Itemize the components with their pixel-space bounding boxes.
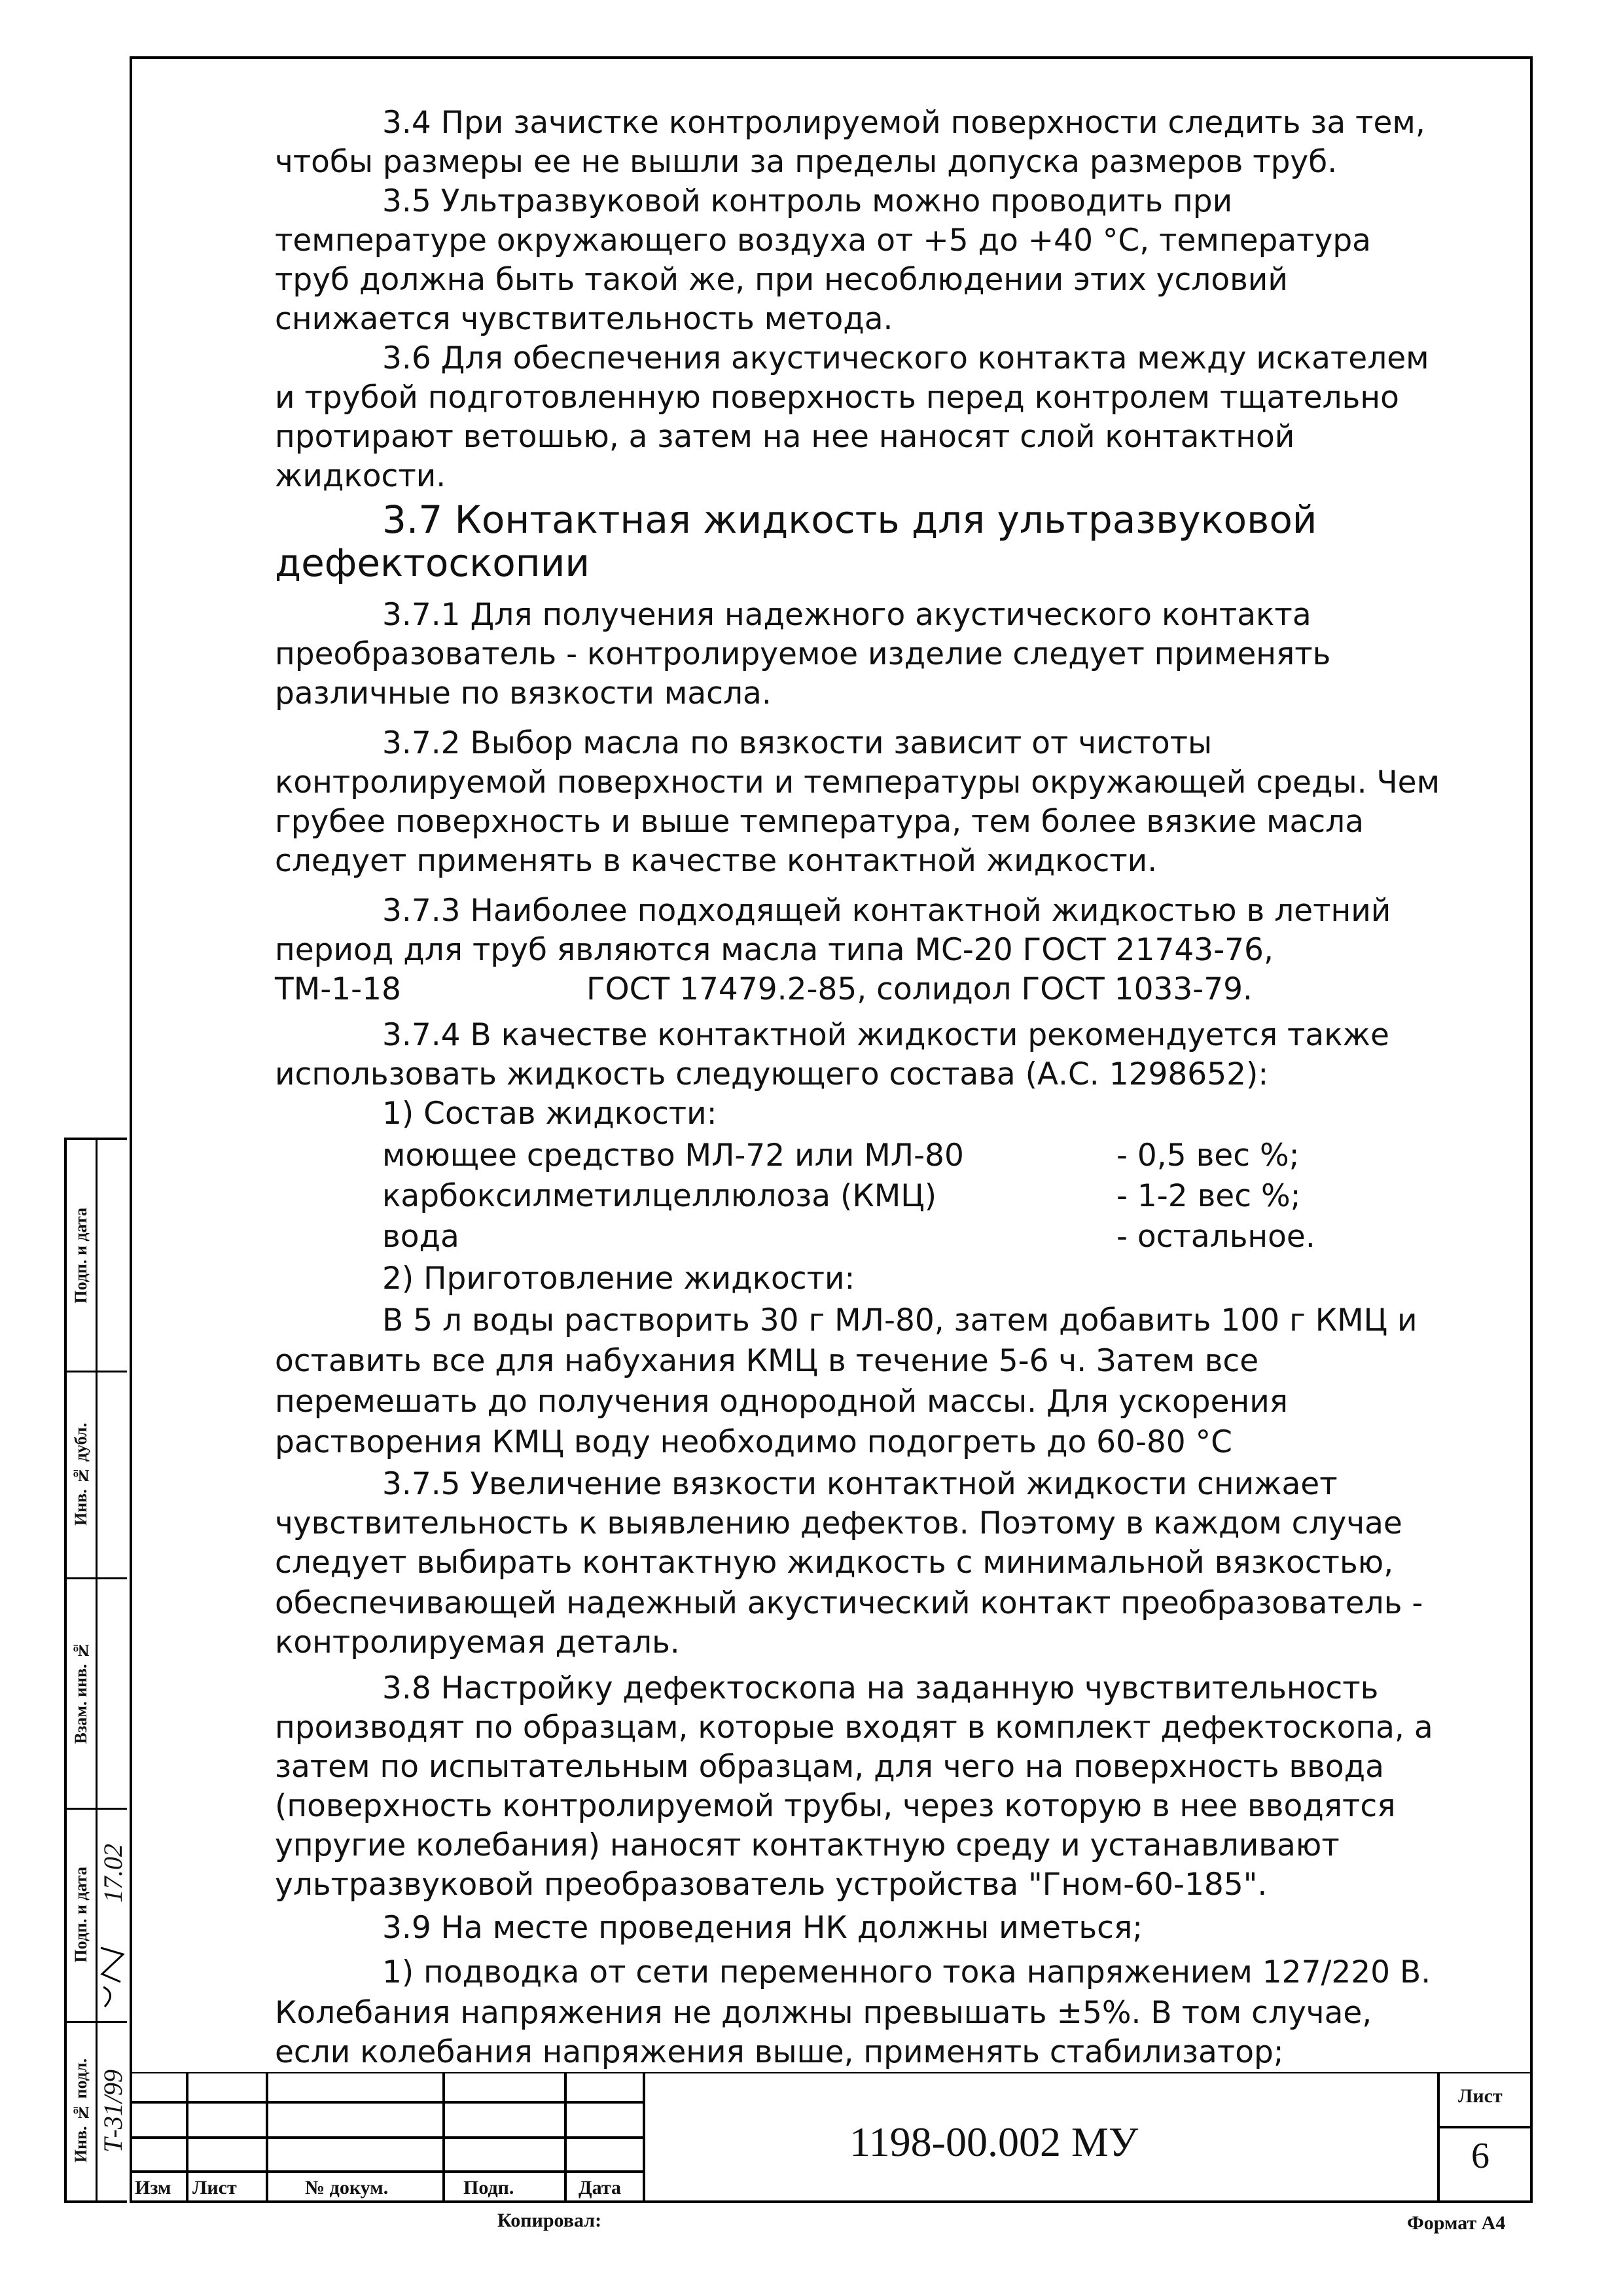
text-line: 1) подводка от сети переменного тока напряжением 127/220 В. xyxy=(382,1954,1431,1990)
text-line: преобразователь - контролируемое изделие следует применять xyxy=(275,636,1331,672)
text-line: обеспечивающей надежный акустический контакт преобразователь - xyxy=(275,1585,1423,1621)
text-line: оставить все для набухания КМЦ в течение 5-6 ч. Затем все xyxy=(275,1343,1259,1379)
text-line: чувствительность к выявлению дефектов. Поэтому в каждом случае xyxy=(275,1505,1402,1541)
composition-amount: - 0,5 вес %; xyxy=(1116,1138,1300,1174)
stamp-label-sign-date-2: Подп. и дата xyxy=(71,1866,90,1963)
sheet-number: 6 xyxy=(1471,2136,1489,2176)
text-line: контролируемая деталь. xyxy=(275,1624,680,1660)
section-heading: дефектоскопии xyxy=(275,541,590,585)
handwritten-signature xyxy=(97,1941,127,2013)
composition-amount: - остальное. xyxy=(1116,1219,1315,1255)
text-line: 3.8 Настройку дефектоскопа на заданную чувствительность xyxy=(382,1670,1379,1706)
text-line: 3.4 При зачистке контролируемой поверхности следить за тем, xyxy=(382,105,1425,141)
text-line: (поверхность контролируемой трубы, через которую в нее вводятся xyxy=(275,1788,1396,1824)
stamp-label-replace-inv: Взам. инв. № xyxy=(71,1641,90,1744)
text-line: грубее поверхность и выше температура, тем более вязкие масла xyxy=(275,804,1364,840)
text-line: жидкости. xyxy=(275,458,446,494)
column-label-sheet: Лист xyxy=(192,2177,237,2198)
composition-amount: - 1-2 вес %; xyxy=(1116,1178,1301,1214)
text-line: если колебания напряжения выше, применять стабилизатор; xyxy=(275,2034,1284,2070)
copied-by-label: Копировал: xyxy=(497,2210,602,2231)
format-label: Формат А4 xyxy=(1407,2212,1506,2234)
text-line: ультразвуковой преобразователь устройства "Гном-60-185". xyxy=(275,1867,1268,1903)
text-line: 3.7.5 Увеличение вязкости контактной жидкости снижает xyxy=(382,1466,1338,1502)
text-line: 1) Состав жидкости: xyxy=(382,1096,717,1132)
column-label-date: Дата xyxy=(579,2177,621,2198)
text-line: различные по вязкости масла. xyxy=(275,675,772,711)
text-line: чтобы размеры ее не вышли за пределы допуска размеров труб. xyxy=(275,144,1338,180)
handwritten-inventory-number: Т-31/99 xyxy=(98,2069,128,2153)
text-line: перемешать до получения однородной массы. Для ускорения xyxy=(275,1384,1289,1420)
stamp-label-sign-date-1: Подп. и дата xyxy=(71,1207,90,1304)
text-line: использовать жидкость следующего состава (А.С. 1298652): xyxy=(275,1056,1269,1092)
text-line: снижается чувствительность метода. xyxy=(275,301,893,337)
text-line: упругие колебания) наносят контактную среду и устанавливают xyxy=(275,1827,1340,1863)
text-line: контролируемой поверхности и температуры окружающей среды. Чем xyxy=(275,764,1440,800)
text-line: 3.5 Ультразвуковой контроль можно проводить при xyxy=(382,183,1233,219)
text-line: 3.7.1 Для получения надежного акустического контакта xyxy=(382,597,1311,633)
sheet-label: Лист xyxy=(1458,2085,1503,2107)
composition-item: карбоксилметилцеллюлоза (КМЦ) xyxy=(382,1178,937,1214)
text-line: следует применять в качестве контактной жидкости. xyxy=(275,843,1158,879)
text-line: 3.7.2 Выбор масла по вязкости зависит от чистоты xyxy=(382,725,1213,761)
stamp-label-orig-inv: Инв. № подл. xyxy=(71,2058,90,2163)
text-line: и трубой подготовленную поверхность перед контролем тщательно xyxy=(275,380,1399,416)
column-label-signature: Подп. xyxy=(463,2177,514,2198)
column-label-document-number: № докум. xyxy=(305,2177,389,2198)
margin-stamp-column xyxy=(64,1138,127,2203)
text-line: протирают ветошью, а затем на нее наносят слой контактной xyxy=(275,419,1295,455)
document-code: 1198-00.002 МУ xyxy=(849,2119,1139,2165)
text-line: 2) Приготовление жидкости: xyxy=(382,1261,855,1297)
stamp-label-dup-inv: Инв. № дубл. xyxy=(71,1422,90,1526)
text-line: производят по образцам, которые входят в комплект дефектоскопа, а xyxy=(275,1710,1433,1746)
title-block xyxy=(130,2072,1533,2203)
composition-item: вода xyxy=(382,1219,459,1255)
text-line: ГОСТ 17479.2-85, солидол ГОСТ 1033-79. xyxy=(586,971,1253,1007)
text-line: период для труб являются масла типа МС-20 ГОСТ 21743-76, xyxy=(275,932,1274,968)
text-line: 3.9 На месте проведения НК должны иметься; xyxy=(382,1910,1143,1946)
text-line: В 5 л воды растворить 30 г МЛ-80, затем добавить 100 г КМЦ и xyxy=(382,1302,1418,1338)
text-line: температуре окружающего воздуха от +5 до +40 °С, температура xyxy=(275,223,1371,259)
text-line: ТМ-1-18 xyxy=(275,971,401,1007)
text-line: труб должна быть такой же, при несоблюдении этих условий xyxy=(275,262,1288,298)
text-line: 3.7.4 В качестве контактной жидкости рекомендуется также xyxy=(382,1017,1389,1053)
text-line: затем по испытательным образцам, для чего на поверхность ввода xyxy=(275,1749,1384,1785)
column-label-change: Изм xyxy=(135,2177,171,2198)
text-line: следует выбирать контактную жидкость с минимальной вязкостью, xyxy=(275,1545,1394,1581)
text-line: 3.7.3 Наиболее подходящей контактной жидкостью в летний xyxy=(382,893,1391,929)
text-line: 3.6 Для обеспечения акустического контакта между искателем xyxy=(382,340,1429,376)
text-line: растворения КМЦ воду необходимо подогреть до 60-80 °С xyxy=(275,1424,1232,1460)
composition-item: моющее средство МЛ-72 или МЛ-80 xyxy=(382,1138,964,1174)
handwritten-date: 17.02 xyxy=(98,1844,128,1903)
text-line: Колебания напряжения не должны превышать ±5%. В том случае, xyxy=(275,1995,1372,2031)
section-heading: 3.7 Контактная жидкость для ультразвуковой xyxy=(382,497,1317,542)
